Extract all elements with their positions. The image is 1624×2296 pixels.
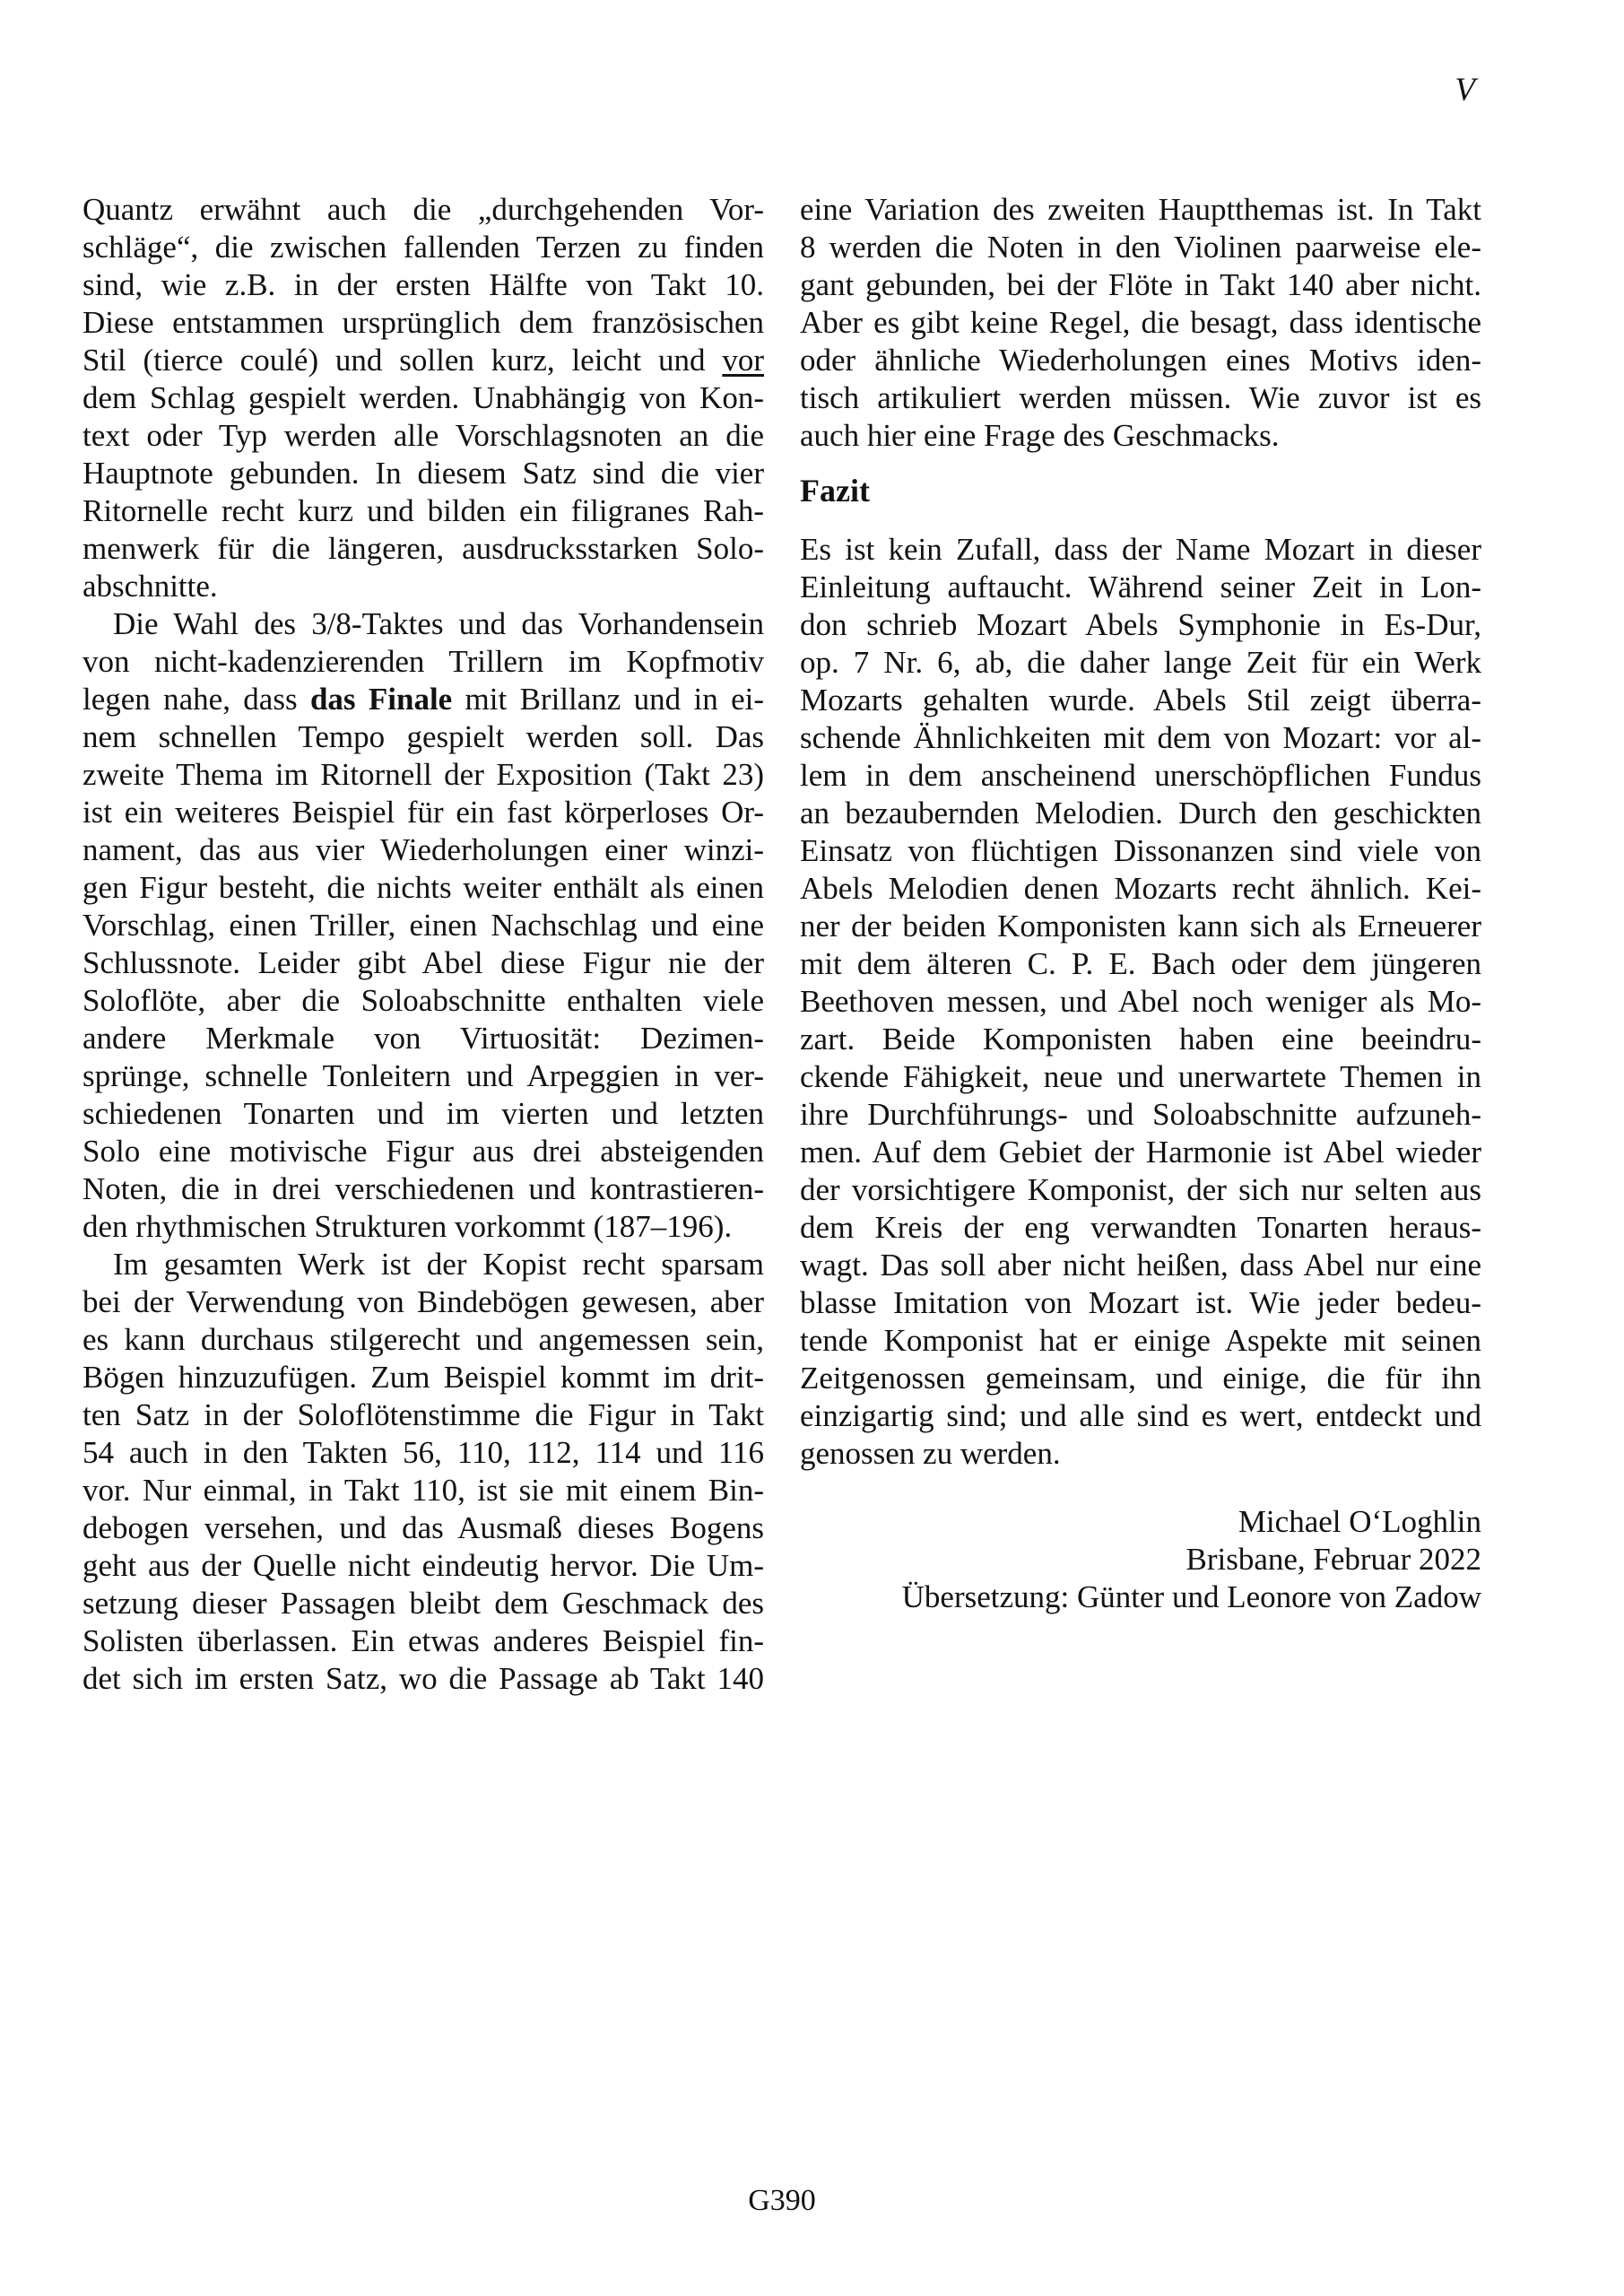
- text-line: eine Variation des zweiten Hauptthemas ist. In Takt: [800, 192, 1481, 227]
- text-line: men. Auf dem Gebiet der Harmonie ist Abel wieder: [800, 1135, 1481, 1170]
- text-line: gant gebunden, bei der Flöte in Takt 140 aber nicht.: [800, 267, 1481, 302]
- page-body: [83, 191, 1481, 1698]
- text-line: schiedenen Tonarten und im vierten und letzten: [83, 1096, 764, 1131]
- text-line: der vorsichtigere Komponist, der sich nur selten aus: [800, 1172, 1481, 1207]
- text-line: lem in dem anscheinend unerschöpflichen Fundus: [800, 758, 1481, 793]
- text-line: debogen versehen, und das Ausmaß dieses Bogens: [83, 1510, 764, 1545]
- text-line: blasse Imitation von Mozart ist. Wie jeder bedeu-: [800, 1285, 1481, 1320]
- section-heading: Fazit: [800, 473, 870, 509]
- text-line: 54 auch in den Takten 56, 110, 112, 114 und 116: [83, 1435, 764, 1470]
- text-line: nament, das aus vier Wiederholungen einer winzi-: [83, 832, 764, 867]
- text-line: legen nahe, dass das Finale mit Brillanz und in ei-: [83, 682, 764, 717]
- text-line: es kann durchaus stilgerecht und angemessen sein,: [83, 1322, 764, 1357]
- text-line: sprünge, schnelle Tonleitern und Arpeggien in ver-: [83, 1058, 764, 1093]
- text-line: don schrieb Mozart Abels Symphonie in Es-Dur,: [800, 607, 1481, 642]
- text-line: tisch artikuliert werden müssen. Wie zuvor ist es: [800, 380, 1481, 415]
- text-line: genossen zu werden.: [800, 1436, 1061, 1471]
- text-line: an bezaubernden Melodien. Durch den geschickten: [800, 796, 1481, 831]
- text-line: ckende Fähigkeit, neue und unerwartete Themen in: [800, 1059, 1481, 1094]
- text-column-left: [83, 191, 764, 1698]
- text-line: Abels Melodien denen Mozarts recht ähnlich. Kei-: [800, 871, 1481, 906]
- text-line: Im gesamten Werk ist der Kopist recht sparsam: [113, 1247, 764, 1282]
- text-line: nem schnellen Tempo gespielt werden soll. Das: [83, 719, 764, 754]
- text-line: sind, wie z.B. in der ersten Hälfte von Takt 10.: [83, 267, 764, 302]
- page-number: V: [1455, 72, 1475, 109]
- footer-edition-number: G390: [748, 2184, 816, 2217]
- text-line: auch hier eine Frage des Geschmacks.: [800, 418, 1280, 453]
- text-line: gen Figur besteht, die nichts weiter enthält als einen: [83, 870, 764, 905]
- paragraph: [800, 531, 1481, 1473]
- text-line: schende Ähnlichkeiten mit dem von Mozart: vor al-: [800, 720, 1481, 755]
- text-line: Zeitgenossen gemeinsam, und einige, die für ihn: [800, 1361, 1481, 1396]
- text-line: abschnitte.: [83, 569, 218, 604]
- text-line: von nicht-kadenzierenden Trillern im Kopfmotiv: [83, 644, 764, 679]
- text-line: setzung dieser Passagen bleibt dem Geschmack des: [83, 1586, 764, 1621]
- text-line: Einleitung auftaucht. Während seiner Zeit in Lon-: [800, 570, 1481, 604]
- signature-block: [800, 1503, 1481, 1616]
- text-line: mit dem älteren C. P. E. Bach oder dem jüngeren: [800, 946, 1481, 981]
- text-line: ihre Durchführungs- und Soloabschnitte aufzuneh-: [800, 1097, 1481, 1132]
- text-line: Quantz erwähnt auch die „durchgehenden Vor-: [83, 192, 764, 227]
- text-line: Hauptnote gebunden. In diesem Satz sind die vier: [83, 456, 764, 491]
- text-line: Solisten überlassen. Ein etwas anderes Beispiel fin-: [83, 1623, 764, 1658]
- text-column-right: [800, 191, 1481, 1698]
- text-line: Stil (tierce coulé) und sollen kurz, leicht und vor: [83, 343, 764, 378]
- text-line: oder ähnliche Wiederholungen eines Motivs iden-: [800, 343, 1481, 378]
- text-line: zart. Beide Komponisten haben eine beeindru-: [800, 1022, 1481, 1057]
- text-line: 8 werden die Noten in den Violinen paarweise ele-: [800, 230, 1481, 265]
- text-line: dem Kreis der eng verwandten Tonarten heraus-: [800, 1210, 1481, 1245]
- text-line: einzigartig sind; und alle sind es wert, entdeckt und: [800, 1398, 1481, 1433]
- text-line: ist ein weiteres Beispiel für ein fast körperloses Or-: [83, 795, 764, 830]
- text-line: Ritornelle recht kurz und bilden ein filigranes Rah-: [83, 493, 764, 528]
- paragraph: [83, 605, 764, 1246]
- text-line: zweite Thema im Ritornell der Exposition (Takt 23): [83, 757, 764, 792]
- text-line: Schlussnote. Leider gibt Abel diese Figur nie der: [83, 945, 764, 980]
- text-line: menwerk für die längeren, ausdrucksstarken Solo-: [83, 531, 764, 566]
- text-line: geht aus der Quelle nicht eindeutig hervor. Die Um-: [83, 1548, 764, 1583]
- text-line: Einsatz von flüchtigen Dissonanzen sind viele von: [800, 833, 1481, 868]
- paragraph: [83, 191, 764, 605]
- text-line: Aber es gibt keine Regel, die besagt, dass identische: [800, 305, 1481, 340]
- text-line: tende Komponist hat er einige Aspekte mit seinen: [800, 1323, 1481, 1358]
- paragraph: [800, 191, 1481, 455]
- paragraph: [83, 1246, 764, 1698]
- text-line: dem Schlag gespielt werden. Unabhängig von Kon-: [83, 380, 764, 415]
- text-line: ner der beiden Komponisten kann sich als Erneuerer: [800, 909, 1481, 944]
- text-line: Bögen hinzuzufügen. Zum Beispiel kommt im drit-: [83, 1360, 764, 1395]
- text-line: vor. Nur einmal, in Takt 110, ist sie mit einem Bin-: [83, 1473, 764, 1508]
- text-line: andere Merkmale von Virtuosität: Dezimen-: [83, 1021, 764, 1056]
- text-line: Mozarts gehalten wurde. Abels Stil zeigt überra-: [800, 683, 1481, 718]
- text-line: Vorschlag, einen Triller, einen Nachschlag und eine: [83, 908, 764, 943]
- text-line: Diese entstammen ursprünglich dem französischen: [83, 305, 764, 340]
- text-line: bei der Verwendung von Bindebögen gewesen, aber: [83, 1284, 764, 1319]
- text-line: text oder Typ werden alle Vorschlagsnoten an die: [83, 418, 764, 453]
- text-line: Die Wahl des 3/8-Taktes und das Vorhandensein: [113, 606, 764, 641]
- signature-line: Michael O‘Loghlin: [1238, 1504, 1481, 1539]
- text-line: den rhythmischen Strukturen vorkommt (187–196).: [83, 1209, 733, 1244]
- text-line: Noten, die in drei verschiedenen und kontrastieren-: [83, 1171, 764, 1206]
- text-line: Solo eine motivische Figur aus drei absteigenden: [83, 1134, 764, 1169]
- text-line: schläge“, die zwischen fallenden Terzen zu finden: [83, 230, 764, 265]
- text-line: det sich im ersten Satz, wo die Passage ab Takt 140: [83, 1661, 764, 1696]
- text-line: Beethoven messen, und Abel noch weniger als Mo-: [800, 984, 1481, 1019]
- text-line: Soloflöte, aber die Soloabschnitte enthalten viele: [83, 983, 764, 1018]
- text-line: op. 7 Nr. 6, ab, die daher lange Zeit für ein Werk: [800, 645, 1481, 680]
- text-line: Es ist kein Zufall, dass der Name Mozart in dieser: [800, 532, 1481, 567]
- text-line: ten Satz in der Soloflötenstimme die Figur in Takt: [83, 1397, 764, 1432]
- signature-line: Übersetzung: Günter und Leonore von Zadow: [901, 1579, 1481, 1614]
- text-line: wagt. Das soll aber nicht heißen, dass Abel nur eine: [800, 1248, 1481, 1283]
- signature-line: Brisbane, Februar 2022: [1185, 1542, 1481, 1577]
